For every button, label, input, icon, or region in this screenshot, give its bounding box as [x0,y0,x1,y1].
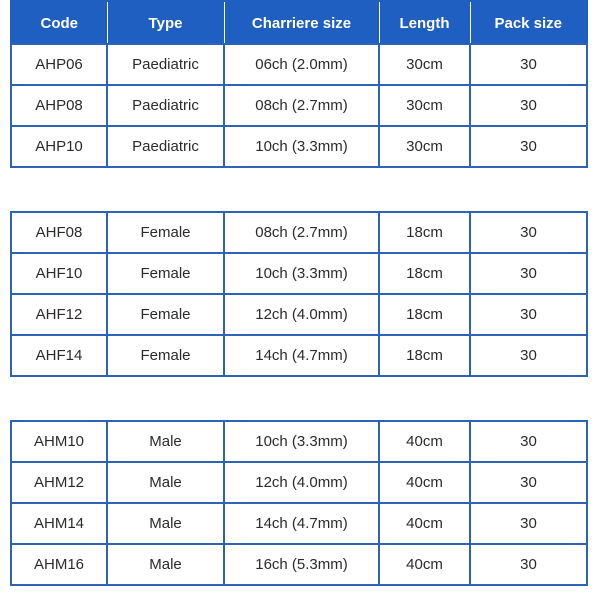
cell-charriere: 14ch (4.7mm) [224,503,379,544]
cell-length: 18cm [379,212,470,253]
header-code: Code [11,1,107,45]
cell-pack-size: 30 [470,544,587,585]
cell-charriere: 06ch (2.0mm) [224,44,379,85]
cell-type: Male [107,503,224,544]
cell-pack-size: 30 [470,253,587,294]
table-row [11,126,587,167]
male-table [10,420,588,586]
cell-length: 40cm [379,462,470,503]
cell-length: 30cm [379,44,470,85]
header-charriere-size: Charriere size [224,1,379,45]
cell-pack-size: 30 [470,421,587,462]
header-length: Length [379,1,470,45]
cell-charriere: 16ch (5.3mm) [224,544,379,585]
cell-pack-size: 30 [470,335,587,376]
cell-code: AHF14 [11,335,107,376]
table-row [11,85,587,126]
cell-code: AHM10 [11,421,107,462]
cell-pack-size: 30 [470,503,587,544]
cell-charriere: 10ch (3.3mm) [224,421,379,462]
table-row [11,335,587,376]
cell-length: 30cm [379,126,470,167]
cell-charriere: 10ch (3.3mm) [224,126,379,167]
cell-code: AHP06 [11,44,107,85]
cell-charriere: 12ch (4.0mm) [224,294,379,335]
table-row [11,503,587,544]
cell-length: 18cm [379,335,470,376]
paediatric-table [10,43,588,168]
cell-length: 18cm [379,253,470,294]
table-row [11,421,587,462]
cell-code: AHP08 [11,85,107,126]
cell-type: Female [107,294,224,335]
cell-charriere: 14ch (4.7mm) [224,335,379,376]
cell-code: AHM16 [11,544,107,585]
cell-length: 40cm [379,544,470,585]
table-row [11,253,587,294]
cell-pack-size: 30 [470,212,587,253]
cell-code: AHF12 [11,294,107,335]
cell-charriere: 08ch (2.7mm) [224,85,379,126]
table-row [11,44,587,85]
cell-pack-size: 30 [470,85,587,126]
female-table [10,211,588,377]
table-header [10,0,588,46]
cell-charriere: 10ch (3.3mm) [224,253,379,294]
cell-type: Female [107,253,224,294]
cell-length: 40cm [379,421,470,462]
table-row [11,544,587,585]
cell-type: Female [107,335,224,376]
table-row [11,212,587,253]
cell-pack-size: 30 [470,126,587,167]
cell-pack-size: 30 [470,462,587,503]
cell-code: AHF08 [11,212,107,253]
cell-length: 18cm [379,294,470,335]
cell-length: 30cm [379,85,470,126]
cell-pack-size: 30 [470,44,587,85]
cell-code: AHP10 [11,126,107,167]
header-pack-size: Pack size [470,1,587,45]
table-row [11,294,587,335]
cell-type: Paediatric [107,126,224,167]
cell-type: Male [107,421,224,462]
cell-type: Paediatric [107,85,224,126]
cell-type: Female [107,212,224,253]
cell-code: AHM12 [11,462,107,503]
cell-type: Male [107,462,224,503]
cell-charriere: 08ch (2.7mm) [224,212,379,253]
header-type: Type [107,1,224,45]
cell-code: AHM14 [11,503,107,544]
cell-length: 40cm [379,503,470,544]
cell-pack-size: 30 [470,294,587,335]
cell-type: Paediatric [107,44,224,85]
table-row [11,462,587,503]
cell-type: Male [107,544,224,585]
cell-charriere: 12ch (4.0mm) [224,462,379,503]
header-row [11,1,587,45]
cell-code: AHF10 [11,253,107,294]
